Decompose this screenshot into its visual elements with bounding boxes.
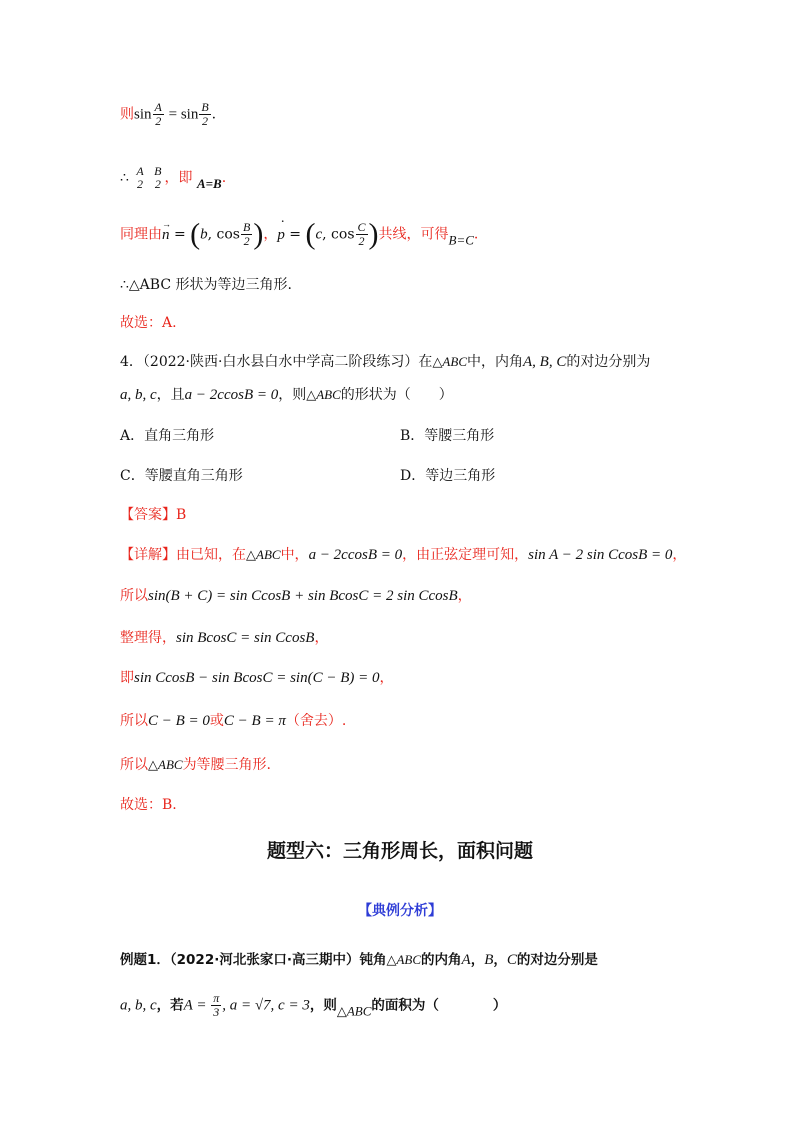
question-4-line2: a, b, c，且a − 2ccosB = 0，则△ABC的形状为（ ） [120, 387, 453, 403]
fraction-pi-over-3: $\frac{\pi}{3}$ [213, 991, 220, 1019]
detail-line-6: 所以△ABC为等腰三角形. [120, 757, 272, 773]
option-b: B．等腰三角形 [400, 428, 495, 444]
question-4-line1: 4．（2022·陕西·白水县白水中学高二阶段练习）在△ABC中，内角A, B, C的对边分别为 [120, 354, 651, 370]
detail-line-3: 整理得，sin BcosC = sin CcosB， [120, 630, 329, 646]
conclusion-equilateral: ∴△ABC 形状为等边三角形. [120, 277, 292, 293]
fraction-B-over-2: $\frac{B}{2}$ [201, 100, 209, 128]
detail-line-1: 【详解】由已知，在△ABC中，a − 2ccosB = 0，由正弦定理可知，sin A − 2 sin CcosB = 0， [120, 547, 687, 563]
fraction-A-over-2: $\frac{A}{2}$ [154, 100, 162, 128]
line-sin-half-angles: 则sin $\frac{A}{2}$ = sin $\frac{B}{2}$ . [120, 100, 217, 128]
detail-line-7: 故选：B. [120, 797, 177, 813]
fraction-B-over-2: B 2 [154, 164, 162, 191]
detail-line-5: 所以C − B = 0或C − B = π（舍去）. [120, 713, 347, 729]
sub-title: 【典例分析】 [358, 903, 442, 919]
section-title: 题型六：三角形周长，面积问题 [266, 840, 533, 862]
vector-n: → n [162, 225, 170, 245]
example-1-line2: a, b, c，若A = $\frac{\pi}{3}$ , a = √7, c = 3，则△ABC的面积为（ ） [120, 991, 507, 1019]
detail-line-2: 所以sin(B + C) = sin CcosB + sin BcosC = 2 sin CcosB， [120, 588, 472, 604]
choice-a: 故选：A. [120, 315, 177, 331]
fraction-A-over-2: A 2 [136, 164, 144, 191]
answer-label: 【答案】B [120, 507, 187, 523]
line-therefore-a-eq-b: ∴ A 2 B 2 ，即 A=B. [120, 164, 227, 191]
option-c: C．等腰直角三角形 [120, 468, 243, 484]
detail-line-4: 即sin CcosB − sin BcosC = sin(C − B) = 0， [120, 670, 394, 686]
vector-p: · p [277, 225, 285, 245]
option-a: A．直角三角形 [120, 428, 215, 444]
line-similarly-vectors: 同理由→ n = (b, cos $\frac{B}{2}$ )，· p = (c, cos $\frac{C}{2}$ )共线，可得B=C. [120, 221, 478, 251]
option-d: D．等边三角形 [400, 468, 496, 484]
example-1-line1: 例题1．（2022·河北张家口·高三期中）钝角△ABC的内角A，B，C的对边分别是 [120, 952, 598, 968]
